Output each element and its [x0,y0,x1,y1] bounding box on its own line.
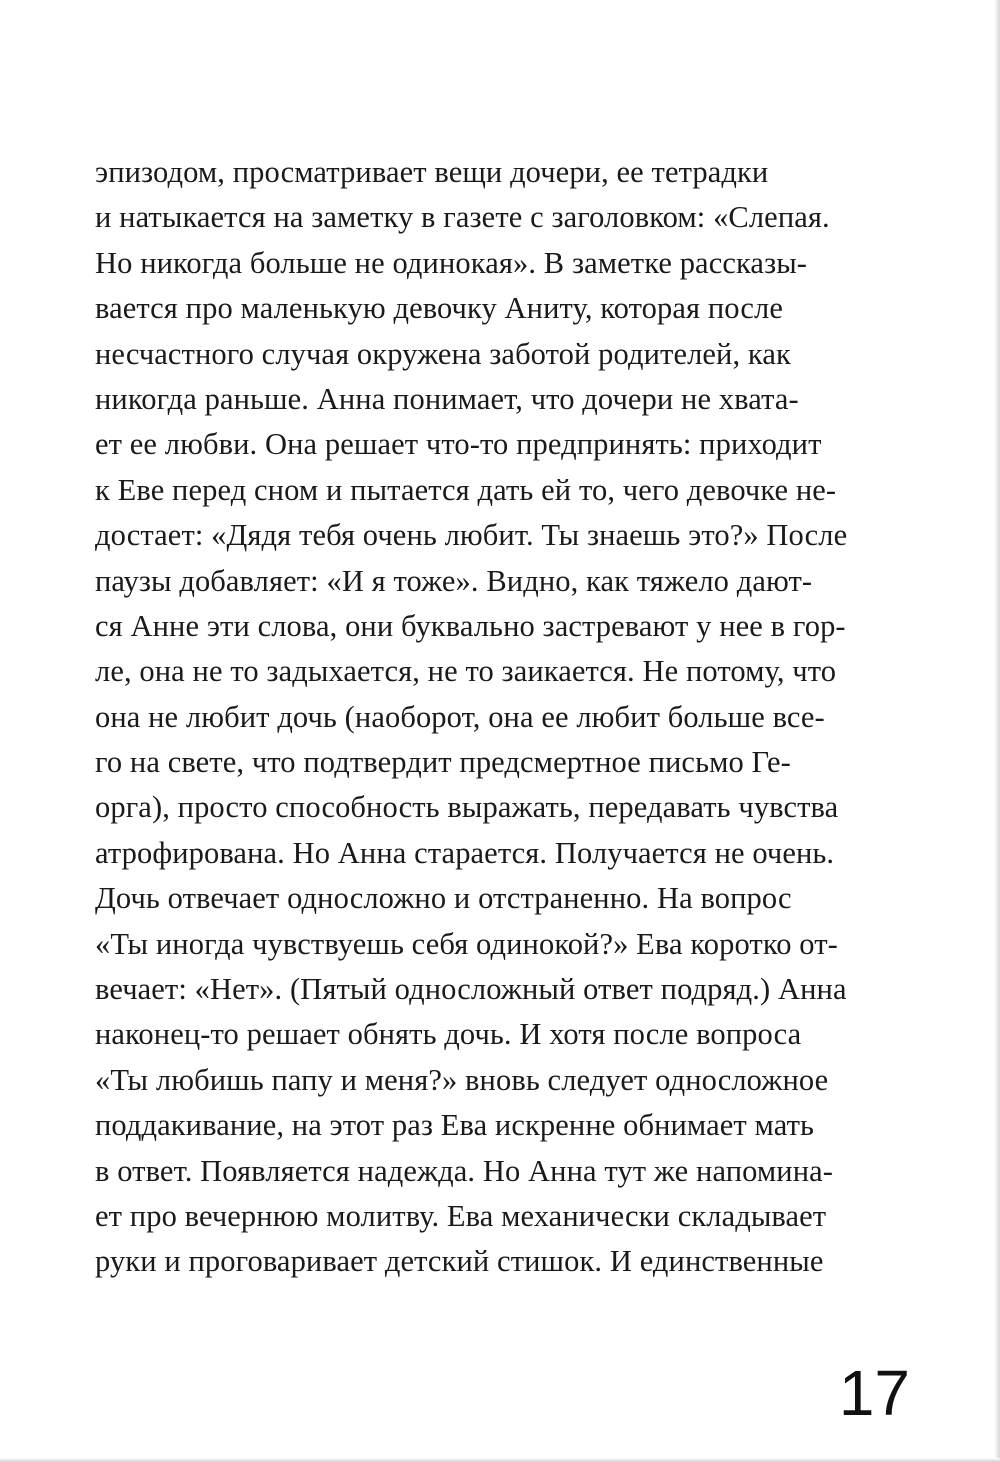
text-line: никогда раньше. Анна понимает, что дочери не хвата- [95,381,799,416]
text-line: в ответ. Появляется надежда. Но Анна тут же напомина- [95,1153,834,1188]
text-line: «Ты иногда чувствуешь себя одинокой?» Ева коротко от- [95,926,838,961]
text-line: эпизодом, просматривает вещи дочери, ее тетрадки [95,155,769,189]
text-line: орга), просто способность выражать, передавать чувства [95,790,839,825]
text-line: го на свете, что подтвердит предсмертное письмо Ге- [95,745,791,780]
text-line: к Еве перед сном и пытается дать ей то, чего девочке не- [95,472,837,507]
page-edge-shadow [994,0,1000,1462]
text-line: руки и проговаривает детский стишок. И единственные [95,1244,824,1279]
text-line: вечает: «Нет». (Пятый односложный ответ подряд.) Анна [95,972,847,1007]
text-line: ле, она не то задыхается, не то заикается. Не потому, что [95,654,837,689]
text-line: атрофирована. Но Анна старается. Получается не очень. [95,835,835,870]
text-line: и натыкается на заметку в газете с заголовком: «Слепая. [95,200,830,235]
body-text [95,150,915,1285]
text-line: она не любит дочь (наоборот, она ее любит больше все- [95,699,825,734]
text-line: ет про вечернюю молитву. Ева механически складывает [95,1198,827,1233]
text-line: Но никогда больше не одинокая». В заметке рассказы- [95,245,808,280]
text-line: поддакивание, на этот раз Ева искренне обнимает мать [95,1108,815,1143]
text-line: ся Анне эти слова, они буквально застревают у нее в гор- [95,608,846,643]
text-line: вается про маленькую девочку Аниту, которая после [95,291,783,326]
page-bottom-edge [0,1458,1000,1462]
text-line: «Ты любишь папу и меня?» вновь следует односложное [95,1062,829,1097]
text-line: Дочь отвечает односложно и отстраненно. На вопрос [95,881,792,916]
text-line: наконец-то решает обнять дочь. И хотя после вопроса [95,1017,802,1052]
page-number: 17 [838,1357,910,1429]
text-line: достает: «Дядя тебя очень любит. Ты знаешь это?» После [95,518,848,553]
text-line: несчастного случая окружена заботой родителей, как [95,336,791,371]
text-line: ет ее любви. Она решает что-то предпринять: приходит [95,427,822,462]
text-line: паузы добавляет: «И я тоже». Видно, как тяжело дают- [95,563,813,598]
